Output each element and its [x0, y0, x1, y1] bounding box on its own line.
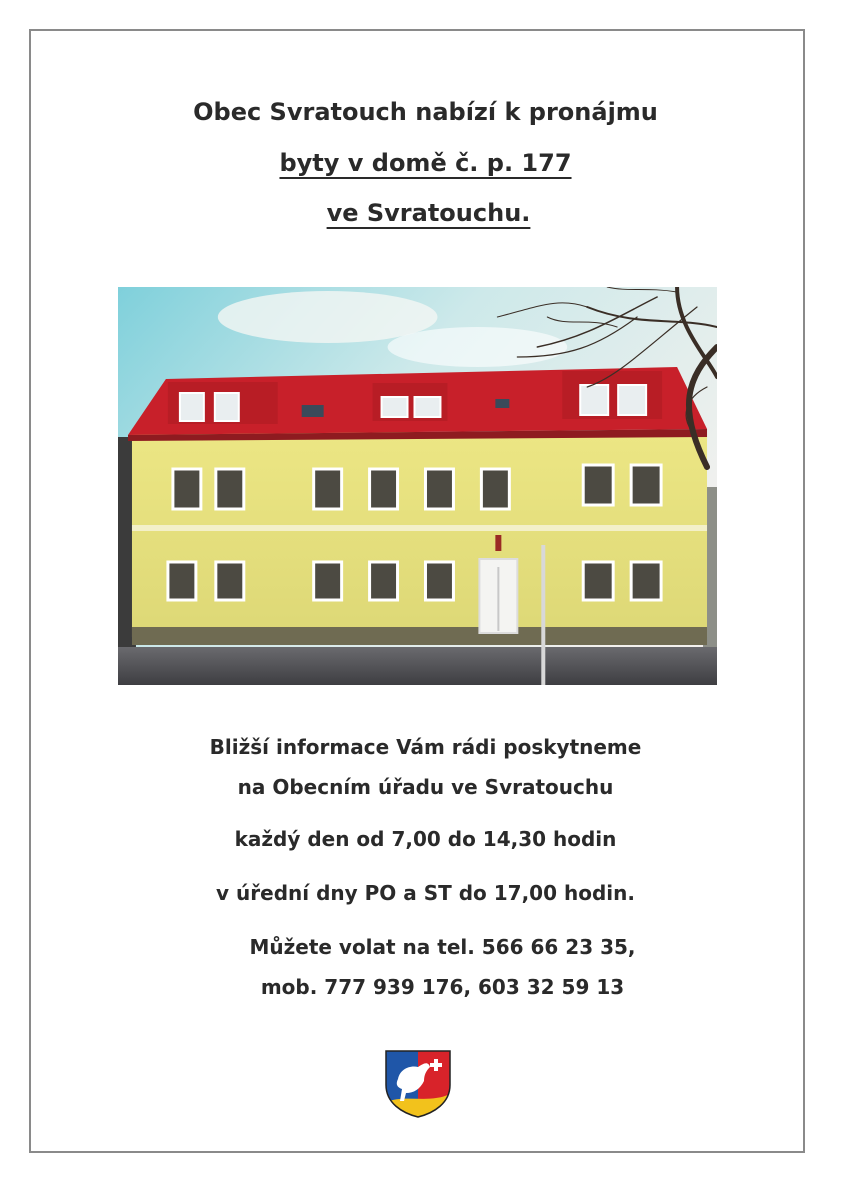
heading-line-1: Obec Svratouch nabízí k pronájmu: [193, 98, 658, 126]
info-line-3: každý den od 7,00 do 14,30 hodin: [234, 827, 617, 851]
municipal-coat-of-arms-icon: [384, 1049, 452, 1119]
heading-line-3: [0, 199, 851, 227]
info-mobile: mob. 777 939 176, 603 32 59 13: [260, 975, 625, 999]
info-line-4: v úřední dny PO a ST do 17,00 hodin.: [216, 881, 635, 905]
heading-line-3-text: ve Svratouchu.: [326, 199, 531, 227]
info-phone: Můžete volat na tel. 566 66 23 35,: [249, 935, 636, 959]
heading-line-2: [0, 149, 851, 177]
building-photo: [118, 287, 717, 685]
info-line-2: na Obecním úřadu ve Svratouchu: [237, 775, 614, 799]
info-line-1: Bližší informace Vám rádi poskytneme: [209, 735, 642, 759]
heading-line-2-text: byty v domě č. p. 177: [279, 149, 572, 177]
